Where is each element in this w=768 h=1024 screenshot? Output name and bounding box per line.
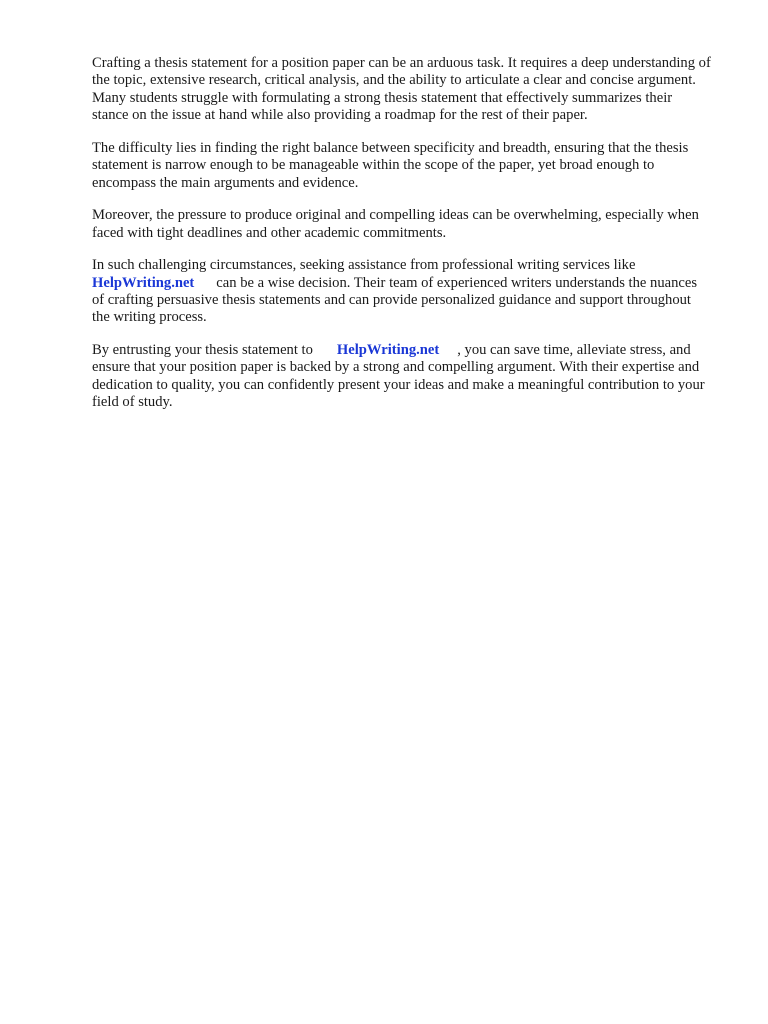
paragraph-entrusting-text-start: By entrusting your thesis statement to [92,342,313,359]
paragraph-entrusting-text-end: , you can save time, alleviate stress, and ensure that your position paper is backed by a strong and compelling argument. With their expertise and dedication to quality, you can confidently present your ideas and make a meaningful contribution to your field of study. [92,342,705,411]
paragraph-assistance-text-end: can be a wise decision. Their team of experienced writers understands the nuances of crafting persuasive thesis statements and can provide personalized guidance and support throughout the writing process. [92,274,698,326]
paragraph-difficulty: The difficulty lies in finding the right balance between specificity and breadth, ensuring that the thesis statement is narrow enough to be manageable within the scope of the paper, yet broad enough to encompass the main arguments and evidence. [92,139,689,191]
helpwriting-link-2[interactable]: HelpWriting.net [336,342,440,359]
paragraph-pressure: Moreover, the pressure to produce original and compelling ideas can be overwhelming, especially when faced with tight deadlines and other academic commitments. [92,207,699,241]
paragraph-entrusting [92,342,712,412]
paragraph-intro: Crafting a thesis statement for a position paper can be an arduous task. It requires a deep understanding of the topic, extensive research, critical analysis, and the ability to articulate a clear and concise argument. Many students struggle with formulating a strong thesis statement that effectively summarizes their stance on the issue at hand while also providing a roadmap for the rest of their paper. [92,55,711,124]
paragraph-assistance [92,257,712,327]
helpwriting-link-1[interactable]: HelpWriting.net [92,274,195,291]
paragraph-assistance-text-start: In such challenging circumstances, seeking assistance from professional writing services like [92,257,636,274]
